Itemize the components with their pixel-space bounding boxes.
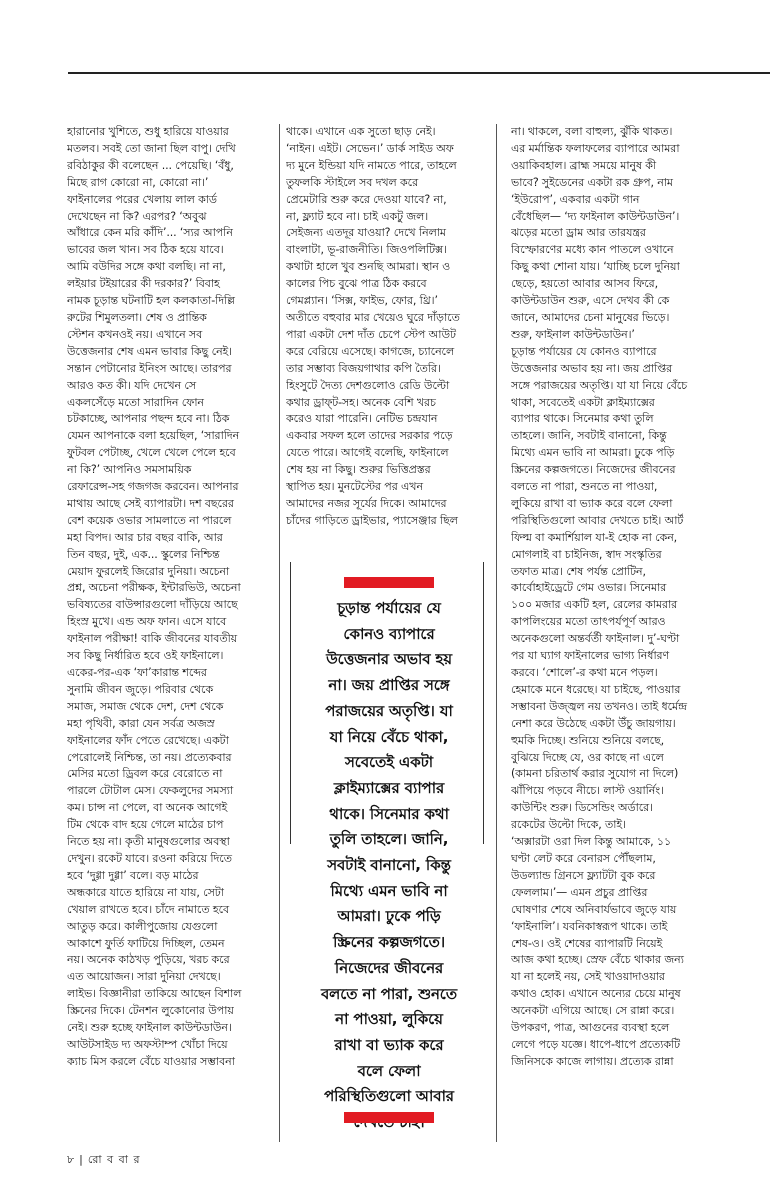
article-line: ব্যাপার থাকে। সিনেমার কথা তুলি [511, 412, 654, 426]
article-line: আকাশে ফুর্তি ফাটিয়ে দিচ্ছিল, তেমন [67, 936, 225, 950]
article-line: দ্য মুনে ইন্ডিয়া যদি নামতে পারে, তাহলে [286, 158, 457, 172]
article-line: না। থাকলে, বলা বাহুল্য, ঝুঁকি থাকত। [511, 125, 673, 138]
pull-quote-line: যা নিয়ে বেঁচে থাকা, [329, 727, 449, 746]
article-line: মিছে রাগ কোরো না, কোরো না।’ [67, 175, 209, 189]
article-line: কম। চান্স না পেলে, বা অনেক আগেই [67, 801, 228, 815]
article-line: তার সম্ভাব্য বিজয়গাথার কপি তৈরি। [286, 361, 441, 375]
article-line: মহা বিপদ। আর চার বছর বাকি, আর [67, 530, 223, 544]
article-line: উত্তেজনার শেষ এমন ভাবার কিছু নেই। [67, 344, 232, 358]
pull-quote-line: থাকে। সিনেমার কথা [329, 804, 449, 823]
article-line: মাথায় আছে সেই ব্যাপারটা। দশ বছরের [67, 496, 234, 510]
article-line: আতুড় করে। কালীপুজোয় যেগুলো [67, 919, 218, 933]
article-line: গেমপ্ল্যান। ‘সিক্স, ফাইভ, ফোর, থ্রি।’ [286, 294, 438, 308]
article-line: উত্তেজনার অভাব হয় না। জয় প্রাপ্তির [511, 361, 673, 375]
article-line: অনেকটা এগিয়ে আছে। সে রান্না করে। [511, 1004, 675, 1018]
article-line: মেয়াদ ফুরলেই জিরোর দুনিয়া। অচেনা [67, 564, 230, 578]
article-line: শুরু, ফাইনাল কাউন্টডাউন।’ [511, 327, 635, 341]
article-column-3 [511, 124, 735, 1142]
article-line: মহা পৃথিবী, কারা যেন সর্বত্র অজস্র [67, 716, 215, 730]
article-line: অনেকগুলো অন্তর্বর্তী ফাইনাল। দু’-ঘণ্টা [511, 632, 680, 646]
article-line: লইয়ার টইয়ারের কী দরকার?’ বিবাহ [67, 277, 220, 291]
article-line: লেগে পড়ে যজ্ঞে। ধাপে-ধাপে প্রত্যেকটি [511, 1037, 681, 1051]
pull-quote-line: নিজেদের জীবনের [334, 958, 444, 977]
article-line: ফাইনাল পরীক্ষা! বাকি জীবনের যাবতীয় [67, 632, 238, 646]
article-column-2 [286, 124, 489, 544]
pull-quote-line: সবটাই বানানো, কিন্তু [327, 856, 451, 875]
article-line: সম্ভাবনা উজ্জ্বল নয় তখনও। তাই ধর্মেন্দ্র [511, 699, 687, 713]
article-line: শেষ হয় না কিছু। শুরুর ভিত্তিপ্রস্তর [286, 463, 431, 477]
article-line: কালের পিচ বুঝে পাত্র ঠিক করবে [286, 277, 427, 291]
article-line: কথাটা হালে খুব শুনছি আমরা। স্থান ও [286, 260, 451, 274]
article-line: ফাইনালের ফাঁদ পেতে রেখেছে। একটা [67, 733, 229, 747]
article-line: বিস্ফোরণের মধ্যে কান পাতলে ওখানে [511, 243, 674, 257]
article-line: মিথ্যে এমন ভাবি না আমরা। ঢুকে পড়ি [511, 446, 675, 460]
pull-quote-line: সবেতেই একটা [345, 753, 433, 772]
article-line: কাউন্টডাউন শুরু, এসে দেখব কী কে [511, 294, 670, 308]
article-line: হিংস্র মুখে। এন্ড অফ ফান। এসে যাবে [67, 615, 227, 629]
article-line: কাপলিংয়ের মতো তাৎপর্যপূর্ণ আরও [511, 615, 666, 629]
article-line: থাকা, সবেতেই একটা ক্লাইম্যাক্সের [511, 395, 655, 409]
article-line: চটকাচ্ছে, আপনার পছন্দ হবে না। ঠিক [67, 412, 230, 426]
article-line: ‘অক্সারটা ওরা দিল কিন্তু আমাকে, ১১ [511, 835, 671, 849]
article-line: কাউন্টিং শুরু। ডিসেন্ডিং অর্ডারে। [511, 801, 653, 815]
article-line: জিনিসকে কাজে লাগায়। প্রত্যেক রান্না [511, 1054, 674, 1068]
pull-quote-line: না পাওয়া, লুকিয়ে [335, 1010, 443, 1029]
article-line: স্ক্রিনের কল্পজগতে। নিজেদের জীবনের [511, 463, 676, 477]
article-line: পর যা ঘ্যাগ ফাইনালের ভাগ্য নির্ধারণ [511, 649, 670, 663]
article-line: নিতে হয় না। কৃতী মানুষগুলোর অবস্থা [67, 835, 230, 849]
article-line: তফাত মাত্র। শেষ পর্যন্ত প্রোটিন, [511, 564, 646, 578]
article-line: হুমকি দিচ্ছে। শুনিয়ে শুনিয়ে বলছে, [511, 733, 665, 747]
article-line: বেশ কয়েক ওভার সামলাতে না পারলে [67, 513, 232, 527]
article-line: বাংলাটা, ভূ-রাজনীতি। জিওপলিটিক্স। [286, 243, 447, 257]
article-line: করে বেরিয়ে এসেছে। কাগজে, চ্যানেলে [286, 344, 455, 358]
article-line: ভাবের জল খান। সব ঠিক হয়ে যাবে। [67, 243, 224, 257]
article-line: রুটের শিমুলতলা। শেষ ও প্রান্তিক [67, 310, 207, 324]
article-line: কথাও হোক। এখানে অন্যের চেয়ে মানুষ [511, 987, 681, 1001]
article-line: লাইভ। বিজ্ঞানীরা তাকিয়ে আছেন বিশাল [67, 987, 242, 1001]
pull-quote-top-bar [344, 577, 434, 588]
article-line: রবিঠাকুর কী বলেছেন ... পেয়েছি। ‘বঁধু, [67, 158, 234, 172]
pull-quote [294, 596, 484, 1136]
article-line: নেই। শুরু হচ্ছে ফাইনাল কাউন্টডাউন। [67, 1021, 232, 1035]
article-line: আঁধারে কেন মরি কাঁদি’... ‘স্যর আপনি [67, 226, 233, 240]
article-line: পারলে টোটাল মেস। ফেকলুদের সমস্যা [67, 784, 234, 798]
article-line: নেশা করে উঠেছে একটা উঁচু জায়গায়। [511, 716, 676, 730]
article-line: উপকরণ, পাত্র, আগুনের ব্যবস্থা হলে [511, 1021, 670, 1035]
article-line: এত আয়োজন। সারা দুনিয়া দেখছে। [67, 970, 221, 984]
article-line: হিংসুটে দৈত্য দেশগুলোও রেডি উল্টো [286, 378, 450, 392]
article-line: পরিস্থিতিগুলো আবার দেখতে চাই। আর্ট [511, 513, 684, 527]
pull-quote-line: আমরা। ঢুকে পড়ি [337, 907, 441, 926]
article-line: ক্যাচ মিস করলে বেঁচে যাওয়ার সম্ভাবনা [67, 1054, 235, 1068]
article-line: যেমন আপনাকে বলা হয়েছিল, ‘সারাদিন [67, 429, 240, 443]
article-line: তাহলে। জানি, সবটাই বানানো, কিন্তু [511, 429, 667, 443]
article-line: বেঁধেছিল— ‘দ্য ফাইনাল কাউন্টডাউন’। [511, 209, 680, 223]
article-line: ঝাঁপিয়ে পড়বে নীচে। লাস্ট ওয়ার্নিং। [511, 784, 664, 798]
pull-quote-line: না। জয় প্রাপ্তির সঙ্গে [328, 676, 450, 695]
article-line: হবে ‘দুগ্গা দুগ্গা’ বলে। বড় মাঠের [67, 868, 199, 882]
article-line: চূড়ান্ত পর্যায়ের যে কোনও ব্যাপারে [511, 344, 657, 358]
pull-quote-line: পরাজয়ের অতৃপ্তি। যা [325, 701, 453, 720]
article-line: নামক চূড়ান্ত ঘটনাটি হল কলকাতা-দিল্লি [67, 294, 235, 308]
article-line: রেফারেন্স-সহ গজগজ করবেন। আপনার [67, 480, 239, 494]
article-line: তুফলকি স্টাইলে সব দখল করে [286, 175, 419, 189]
article-line: সুনামি জীবন জুড়ে। পরিবার থেকে [67, 682, 214, 696]
article-line: নয়। অনেক কাঠখড় পুড়িয়ে, খরচ করে [67, 953, 230, 967]
pull-quote-line: উত্তেজনার অভাব হয় [326, 650, 452, 669]
article-line: স্থাপিত হয়। মুনটেস্টের পর এখন [286, 480, 423, 494]
article-line: পারা একটা দেশ দাঁত চেপে স্টেপ আউট [286, 327, 456, 341]
article-line: একবার সফল হলে তাদের সরকার পড়ে [286, 429, 453, 443]
article-line: ফিল্ম বা কমার্শিয়াল যা-ই হোক না কেন, [511, 530, 678, 544]
article-line: থাকে। এখানে এক সুতো ছাড় নেই। [286, 125, 436, 138]
article-line: জানে, আমাদের চেনা মানুষের ভিড়ে। [511, 310, 670, 324]
page-number: ৮ [67, 1153, 76, 1166]
article-line: সমাজ, সমাজ থেকে দেশ, দেশ থেকে [67, 699, 224, 713]
article-line: অন্ধকারে যাতে হারিয়ে না যায়, সেটা [67, 885, 224, 899]
article-line: সঙ্গে পরাজয়ের অতৃপ্তি। যা যা নিয়ে বেঁচে [511, 378, 688, 392]
article-line: আউটসাইড দ্য অফস্টাম্প খোঁচা দিয়ে [67, 1037, 228, 1051]
pull-quote-line: স্ক্রিনের কল্পজগতে। [333, 933, 445, 952]
article-line: ফেললাম।’— এমন প্রচুর প্রাপ্তির [511, 885, 648, 899]
article-line: কিছু কথা শোনা যায়। ‘যাচ্ছি চলে দুনিয়া [511, 260, 680, 274]
pull-quote-line: মিথ্যে এমন ভাবি না [330, 881, 448, 900]
page-footer: ৮ | রো ব বা র [67, 1153, 141, 1166]
article-line: শেষ-ও। ওই শেষের ব্যাপারটি নিয়েই [511, 936, 663, 950]
article-line: এর মর্মান্তিক ফলাফলের ব্যাপারে আমরা [511, 141, 680, 155]
article-line: ওয়াকিবহাল। ব্রাহ্ম সময়ে মানুষ কী [511, 158, 657, 172]
article-line: ১০০ মজার একটি হল, রেলের কামরার [511, 598, 678, 612]
article-line: আরও কত কী। যদি দেখেন সে [67, 378, 197, 392]
article-line: ফাইনালের পরের খেলায় লাল কার্ড [67, 192, 217, 206]
article-line: কার্বোহাইড্রেটে গেম ওভার। সিনেমার [511, 581, 667, 595]
article-line: আজ কথা হচ্ছে। স্রেফ বেঁচে থাকার জন্য [511, 953, 684, 967]
pull-quote-bottom-bar [344, 1112, 434, 1123]
article-line: ফুটবল পেটাচ্ছ, খেলে খেলে পেলে হবে [67, 446, 236, 460]
article-line: বলতে না পারা, শুনতে না পাওয়া, [511, 480, 658, 494]
article-line: (কামনা চরিতার্থ করার সুযোগ না দিলে) [511, 767, 679, 781]
pull-quote-line: কোনও ব্যাপারে [343, 624, 435, 643]
article-line: করেও যারা পারেনি। নেটিভ চন্দ্রযান [286, 412, 438, 426]
article-line: আমি বউদির সঙ্গে কথা বলছি। না না, [67, 260, 226, 274]
article-line: হারানোর খুশিতে, শুধু হারিয়ে যাওয়ার [67, 125, 229, 138]
column-divider [279, 124, 280, 1142]
article-line: রকেটের উল্টো দিকে, তাই। [511, 818, 626, 832]
article-line: উডল্যান্ড গ্রিনসে ফ্ল্যাটটা বুক করে [511, 868, 656, 882]
article-line: প্রেমেটারি শুরু করে দেওয়া যাবে? না, [286, 192, 447, 206]
pull-quote-line: বলতে না পারা, শুনতে [320, 984, 458, 1003]
pull-quote-line: চূড়ান্ত পর্যায়ের যে [337, 599, 441, 617]
article-line: যা না হলেই নয়, সেই খাওয়াদাওয়ার [511, 970, 665, 984]
pull-quote-line: বলে ফেলা [357, 1061, 421, 1080]
pull-quote-line: ক্লাইম্যাক্সের ব্যাপার [333, 778, 445, 797]
article-line: ঝড়ের মতো ড্রাম আর তারযন্ত্রর [511, 226, 646, 240]
article-line: আমাদের নজর সূর্যের দিকে। আমাদের [286, 496, 447, 510]
article-line: বুঝিয়ে দিচ্ছে যে, ওর কাছে না এলে [511, 750, 664, 764]
article-line: ভবিষ্যতের বাউন্সারগুলো দাঁড়িয়ে আছে [67, 598, 238, 612]
article-line: মেসির মতো ড্রিবল করে বেরোতে না [67, 767, 223, 781]
article-line: লুকিয়ে রাখা বা ভ্যাক করে বলে ফেলা [511, 496, 673, 510]
article-line: দেখেছেন না কি? এরপর? ‘অবুঝ [67, 209, 207, 223]
article-line: একলসেঁড়ে মতো সারাদিন ফোন [67, 395, 204, 409]
pull-quote-line: রাখা বা ভ্যাক করে [334, 1035, 444, 1054]
article-line: স্টেশন কখনওই নয়। এখানে সব [67, 327, 203, 341]
article-line: করবে। ‘শোলে’-র কথা মনে পড়ল। [511, 666, 658, 679]
article-line: খেয়াল রাখতে হবে। চাঁদে নামাতে হবে [67, 902, 230, 916]
article-line: অতীতে বহুবার মার খেয়েও ঘুরে দাঁড়াতে [286, 310, 460, 324]
pull-quote-line: পরিস্থিতিগুলো আবার [324, 1087, 454, 1106]
article-line: হেমাকে মনে ধরেছে। যা চাইছে, পাওয়ার [511, 682, 681, 696]
article-line: মোগলাই বা চাইনিজ, স্বাদ সংস্কৃতির [511, 547, 662, 561]
article-line: ঘণ্টা লেট করে বেনারস পৌঁছলাম, [511, 851, 656, 865]
article-line: স্ক্রিনের দিকে। টেনশন লুকোনোর উপায় [67, 1004, 234, 1018]
article-line: সেইজন্য এতদূর যাওয়া? দেখে নিলাম [286, 226, 446, 240]
article-line: চাঁদের গাড়িতে ড্রাইভার, প্যাসেঞ্জার ছিল [286, 513, 458, 527]
article-line: সব কিছু নির্ধারিত হবে ওই ফাইনালে। [67, 649, 224, 663]
article-column-1 [67, 124, 272, 1142]
pull-quote-line: তুলি তাহলে। জানি, [329, 830, 449, 849]
article-line: ভাবে? সুইডেনের একটা রক গ্রুপ, নাম [511, 175, 673, 189]
article-line: দেখুন। রকেট যাবে। রওনা করিয়ে দিতে [67, 851, 232, 865]
article-line: না, ফ্ল্যাট হবে না। চাই একটু জল। [286, 209, 429, 223]
column-divider [496, 124, 497, 1142]
article-line: পেরোলেই নিশ্চিন্ত, তা নয়। প্রত্যেকবার [67, 750, 232, 764]
article-line: না কি?’ আপনিও সমসাময়িক [67, 463, 192, 477]
top-rule [68, 72, 770, 74]
article-line: তিন বছর, দুই, এক... স্কুলের নিশ্চিন্ত [67, 547, 220, 561]
article-line: সন্তান পেটানোর ইনিংস আছে। তারপর [67, 361, 232, 375]
article-line: প্রশ্ন, অচেনা পরীক্ষক, ইন্টারভিউ, অচেনা [67, 581, 241, 595]
article-line: টিম থেকে বাদ হয়ে গেলে মাঠের চাপ [67, 818, 224, 832]
article-line: ‘নাইন। এইট। সেভেন।’ ডার্ক সাইড অফ [286, 141, 454, 155]
article-line: মতলব। সবই তো জানা ছিল বাপু। দেখি [67, 141, 236, 155]
article-line: যেতে পারে। আগেই বলেছি, ফাইনালে [286, 446, 449, 460]
article-line: ‘ফাইনালি’। যবনিকাস্বরূপ থাকে। তাই [511, 919, 668, 933]
article-line: ঘোষণার শেষে অনিবার্যভাবে জুড়ে যায় [511, 902, 677, 916]
magazine-name: রো ব বা র [87, 1153, 141, 1166]
article-line: কথার ড্রাফ্‌ট-সহ। অনেক বেশি খরচ [286, 395, 436, 409]
article-line: ছেড়ে, হয়তো আবার আসব ফিরে, [511, 277, 658, 291]
article-line: ‘ইউরোপ’, একবার একটা গান [511, 192, 640, 206]
article-line: একের-পর-এক ‘ফা’কারান্ত শব্দের [67, 666, 207, 679]
